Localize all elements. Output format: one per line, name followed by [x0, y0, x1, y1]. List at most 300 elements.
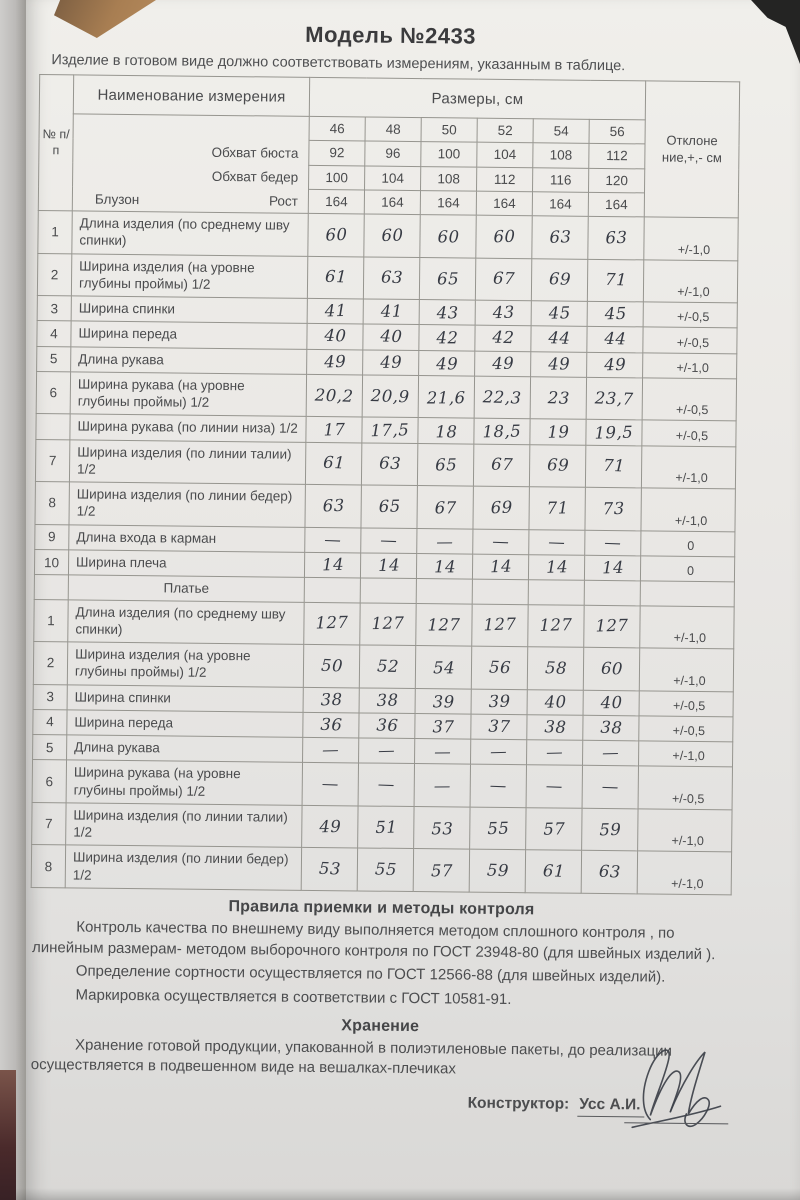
header-label-spacer	[74, 114, 309, 140]
measurement-name: Ширина рукава (на уровне глубины проймы) 1/2	[66, 760, 302, 805]
handwritten-value: 17	[322, 419, 346, 439]
measurement-value	[360, 553, 416, 579]
measurement-value	[585, 445, 641, 488]
deviation-value: 0	[641, 531, 735, 557]
measurement-name: Ширина спинки	[67, 684, 303, 712]
handwritten-value: 41	[380, 301, 403, 322]
row-number	[36, 414, 70, 440]
measurement-value	[308, 213, 364, 256]
measurement-value	[583, 690, 639, 716]
measurement-value	[528, 604, 584, 647]
measurement-value	[419, 257, 475, 300]
measurement-name: Длина рукава	[71, 346, 307, 374]
column-header-deviation: Отклоне ние,+,- см	[644, 81, 739, 218]
signature	[612, 1041, 733, 1134]
handwritten-value: 49	[491, 353, 514, 373]
measurement-value	[531, 301, 587, 327]
deviation-value: +/-1,0	[637, 851, 731, 895]
deviation-value: +/-0,5	[643, 327, 737, 353]
measurement-value	[306, 374, 362, 417]
measurement-value	[305, 485, 361, 528]
measurement-value	[584, 581, 640, 606]
handwritten-value: 49	[379, 352, 402, 372]
handwritten-value: 63	[604, 227, 628, 248]
measurement-value	[307, 324, 363, 350]
measurement-value	[587, 352, 643, 378]
measurement-value	[302, 763, 358, 806]
deviation-value	[640, 581, 734, 606]
handwritten-value: 60	[492, 226, 516, 246]
measurement-value	[357, 848, 413, 891]
measurement-value	[417, 486, 473, 529]
rules-paragraph: Определение сортности осуществляется по ГОСТ 12566-88 (для швейных изделий).	[75, 962, 666, 987]
measurement-value	[416, 603, 472, 646]
hips-value: 100	[309, 165, 365, 190]
hips-value: 120	[589, 168, 645, 193]
measurement-value	[582, 740, 638, 766]
measurement-value	[525, 850, 581, 893]
deviation-value: +/-0,5	[639, 690, 733, 716]
measurement-value	[359, 645, 415, 688]
section-label-dress: Платье	[68, 575, 304, 602]
header-measurement-labels	[72, 114, 309, 213]
measurement-value	[475, 325, 531, 351]
handwritten-value: 60	[600, 658, 623, 679]
measurement-value	[305, 527, 361, 553]
measurement-value	[530, 377, 586, 420]
storage-paragraph: Хранение готовой продукции, упакованной в полиэтиленовые пакеты, до реализации осуществляется в подвешенном виде на вешалках-плечиках	[30, 1036, 673, 1078]
measurement-value	[302, 805, 358, 848]
measurement-value	[531, 351, 587, 377]
measurement-value	[413, 849, 469, 892]
measurement-value	[581, 851, 637, 894]
handwritten-value: 71	[545, 498, 569, 518]
measurement-value	[359, 738, 415, 764]
measurement-value	[469, 850, 525, 893]
measurement-value	[415, 713, 471, 739]
rules-paragraph: Контроль качества по внешнему виду выполняется методом сплошного контроля , по линейным размерам- методом выборочного контроля по ГОСТ 23948-80 (для швейных изделий ).	[31, 918, 716, 963]
handwritten-value: —	[321, 773, 340, 794]
header-label-row	[73, 186, 308, 212]
height-value: 164	[476, 191, 532, 216]
handwritten-value: 58	[544, 657, 567, 678]
handwritten-value: —	[324, 529, 342, 550]
handwritten-value: —	[545, 776, 564, 796]
handwritten-value: 56	[488, 657, 511, 678]
measurement-value	[529, 529, 585, 555]
handwritten-value: —	[491, 531, 510, 552]
handwritten-value: 127	[595, 615, 629, 636]
height-value: 164	[420, 190, 476, 215]
measurement-value	[470, 764, 526, 807]
handwritten-value: 67	[434, 498, 457, 518]
handwritten-value: 42	[435, 328, 459, 348]
bust-value: 96	[365, 141, 421, 166]
row-number: 3	[33, 684, 67, 710]
measurement-value	[358, 763, 414, 806]
hips-value: 108	[421, 166, 477, 191]
handwritten-value: 14	[545, 557, 568, 577]
measurement-value	[301, 848, 357, 891]
size-column-header: 56	[589, 119, 645, 144]
handwritten-value: 14	[433, 557, 456, 577]
handwritten-value: —	[603, 532, 622, 553]
measurement-name: Ширина изделия (на уровне глубины проймы) 1/2	[67, 642, 303, 687]
handwritten-value: 127	[315, 613, 349, 633]
measurement-value	[583, 647, 639, 690]
designer-name: Усс А.И.	[577, 1096, 644, 1118]
handwritten-value: 44	[547, 328, 571, 349]
handwritten-value: 37	[487, 716, 511, 737]
measurement-value	[531, 326, 587, 352]
deviation-value: +/-1,0	[643, 259, 737, 303]
handwritten-value: 45	[548, 303, 571, 323]
handwritten-value: 69	[548, 269, 571, 290]
page-title: Модель №2433	[305, 21, 477, 49]
header-label-height: Рост	[268, 192, 298, 209]
measurement-name: Ширина изделия (по линии талии) 1/2	[66, 803, 302, 848]
measurement-value	[471, 739, 527, 765]
measurement-value	[420, 215, 476, 258]
row-number: 1	[38, 211, 72, 254]
row-number: 2	[37, 253, 71, 296]
handwritten-value: 17,5	[370, 419, 410, 440]
handwritten-value: 36	[319, 714, 343, 735]
handwritten-value: 61	[324, 267, 347, 287]
deviation-value: +/-0,5	[642, 378, 736, 422]
header-label-hips: Обхват бедер	[211, 168, 299, 185]
row-number: 8	[35, 482, 69, 525]
table-row	[32, 802, 732, 852]
measurement-value	[528, 580, 584, 605]
measurement-value	[587, 327, 643, 353]
measurement-name: Ширина рукава (на уровне глубины проймы) 1/2	[70, 372, 306, 417]
handwritten-value: 59	[598, 819, 622, 840]
measurement-value	[361, 485, 417, 528]
row-number: 1	[34, 599, 68, 642]
measurement-value	[358, 806, 414, 849]
deviation-value: +/-1,0	[640, 605, 734, 649]
height-value: 164	[588, 192, 644, 217]
handwritten-value: 67	[492, 268, 515, 289]
deviation-value: +/-1,0	[639, 648, 733, 692]
measurement-value	[304, 578, 360, 603]
handwritten-value: 71	[602, 456, 625, 476]
handwritten-value: 55	[374, 859, 397, 880]
measurement-value	[585, 487, 641, 530]
handwritten-value: —	[489, 741, 508, 762]
handwritten-value: 22,3	[482, 386, 523, 408]
measurement-value	[475, 258, 531, 301]
measurements-table	[31, 74, 741, 895]
measurement-value	[304, 552, 360, 578]
row-number: 10	[34, 550, 68, 576]
handwritten-value: 63	[378, 453, 401, 474]
section-label-blouson: Блузон	[94, 191, 140, 207]
measurement-value	[531, 258, 587, 301]
row-number: 4	[33, 709, 67, 735]
measurement-value	[419, 300, 475, 326]
handwritten-value: 60	[324, 224, 348, 245]
size-column-header: 50	[421, 118, 477, 143]
handwritten-value: 18	[434, 421, 458, 441]
rules-heading: Правила приемки и методы контроля	[228, 898, 535, 919]
handwritten-value: 52	[376, 656, 399, 676]
measurement-value	[307, 298, 363, 324]
handwritten-value: —	[433, 776, 451, 796]
measurement-value	[416, 554, 472, 580]
measurement-value	[532, 216, 588, 259]
handwritten-value: 41	[324, 301, 347, 321]
deviation-value: +/-1,0	[644, 217, 738, 261]
measurement-value	[303, 687, 359, 713]
measurement-value	[419, 350, 475, 376]
measurement-name: Ширина изделия (по линии бедер) 1/2	[69, 482, 305, 527]
handwritten-value: 40	[599, 692, 623, 713]
measurement-value	[472, 604, 528, 647]
measurement-name: Ширина переда	[71, 321, 307, 349]
measurement-value	[527, 715, 583, 741]
handwritten-value: 14	[489, 556, 512, 577]
handwritten-value: 65	[434, 455, 457, 475]
deviation-value: +/-1,0	[639, 741, 733, 767]
measurement-value	[415, 739, 471, 765]
measurement-value	[585, 530, 641, 556]
measurement-value	[527, 689, 583, 715]
handwritten-value: 127	[483, 614, 517, 635]
measurement-value	[472, 579, 528, 604]
row-number: 9	[35, 524, 69, 550]
measurement-value	[470, 807, 526, 850]
row-number: 4	[37, 321, 71, 347]
handwritten-value: 14	[377, 555, 400, 576]
measurement-value	[303, 644, 359, 687]
measurement-value	[417, 443, 473, 486]
measurement-value	[586, 377, 642, 420]
height-value: 164	[532, 191, 588, 216]
measurement-value	[587, 301, 643, 327]
measurement-value	[526, 765, 582, 808]
handwritten-value: 44	[603, 329, 627, 349]
handwritten-value: 60	[436, 227, 460, 247]
measurement-value	[416, 579, 472, 604]
row-number: 5	[37, 346, 71, 372]
handwritten-value: —	[601, 776, 620, 797]
storage-heading: Хранение	[341, 1016, 420, 1035]
measurement-value	[471, 646, 527, 689]
measurement-value	[586, 420, 642, 446]
measurement-value	[584, 555, 640, 581]
handwritten-value: 59	[486, 860, 509, 881]
measurement-name: Ширина рукава (по линии низа) 1/2	[70, 414, 306, 442]
measurement-value	[475, 351, 531, 377]
handwritten-value: 39	[432, 691, 455, 712]
row-number: 7	[32, 802, 66, 845]
table-header	[38, 75, 739, 218]
handwritten-value: 69	[546, 455, 569, 476]
handwritten-value: 57	[542, 818, 566, 839]
handwritten-value: 61	[542, 861, 565, 882]
measurement-value	[587, 259, 643, 302]
measurement-value	[303, 737, 359, 763]
measurement-value	[474, 419, 530, 445]
measurement-value	[584, 605, 640, 648]
column-header-name: Наименование измерения	[73, 75, 309, 116]
page-subtitle: Изделие в готовом виде должно соответствовать измерениям, указанным в таблице.	[51, 52, 626, 75]
handwritten-value: 67	[490, 454, 513, 475]
measurement-name: Ширина изделия (по линии бедер) 1/2	[65, 845, 301, 890]
measurement-value	[361, 443, 417, 486]
measurement-value	[529, 444, 585, 487]
measurement-value	[414, 764, 470, 807]
hips-value: 116	[533, 167, 589, 192]
column-header-sizes: Размеры, см	[309, 77, 645, 120]
measurement-value	[475, 300, 531, 326]
handwritten-value: 40	[543, 691, 567, 712]
row-number	[34, 575, 68, 600]
deviation-value: +/-0,5	[643, 302, 737, 328]
handwritten-value: 43	[492, 302, 515, 323]
handwritten-value: 127	[371, 613, 405, 634]
table-row	[35, 482, 735, 532]
handwritten-value: 38	[319, 689, 343, 710]
handwritten-value: —	[601, 743, 620, 763]
handwritten-value: 65	[377, 496, 401, 516]
measurement-value	[471, 714, 527, 740]
handwritten-value: 53	[430, 818, 453, 839]
bust-value: 108	[533, 143, 589, 168]
table-row	[36, 371, 736, 421]
measurement-value	[473, 529, 529, 555]
handwritten-value: 23,7	[594, 388, 635, 409]
measurement-name: Длина рукава	[67, 735, 303, 763]
photo-bottom-shadow	[16, 1188, 800, 1200]
deviation-value: 0	[640, 556, 734, 582]
row-number: 6	[36, 371, 70, 414]
measurement-value	[361, 528, 417, 554]
handwritten-value: 65	[436, 269, 459, 289]
measurement-value	[582, 766, 638, 809]
handwritten-value: 42	[491, 327, 515, 348]
handwritten-value: 63	[598, 861, 621, 882]
measurement-value	[418, 418, 474, 444]
measurement-value	[473, 486, 529, 529]
bust-value: 112	[589, 144, 645, 169]
measurement-value	[363, 324, 419, 350]
measurement-value	[415, 688, 471, 714]
measurement-value	[359, 713, 415, 739]
measurement-value	[363, 299, 419, 325]
bust-value: 100	[421, 142, 477, 167]
handwritten-value: 63	[548, 227, 572, 247]
measurement-name: Длина изделия (по среднему шву спинки)	[68, 599, 304, 644]
handwritten-value: —	[377, 740, 396, 761]
header-label-bust: Обхват бюста	[211, 144, 299, 161]
measurement-name: Длина входа в карман	[69, 525, 305, 553]
handwritten-value: 40	[323, 326, 347, 347]
handwritten-value: 127	[427, 615, 461, 635]
measurement-value	[418, 375, 474, 418]
table-row	[38, 211, 738, 261]
size-column-header: 52	[477, 118, 533, 143]
measurement-name: Ширина изделия (на уровне глубины проймы) 1/2	[71, 253, 307, 298]
table-row	[33, 642, 733, 692]
handwritten-value: 18,5	[482, 420, 522, 441]
measurements-table-body	[31, 211, 738, 895]
handwritten-value: 49	[323, 351, 346, 372]
table-row	[32, 760, 732, 810]
deviation-value: +/-1,0	[638, 809, 732, 853]
handwritten-value: —	[321, 740, 340, 760]
measurement-name: Ширина переда	[67, 710, 303, 738]
handwritten-value: 19,5	[594, 422, 634, 443]
measurement-value	[530, 419, 586, 445]
table-row	[37, 253, 737, 303]
handwritten-value: 73	[601, 498, 625, 519]
measurement-value	[360, 602, 416, 645]
handwritten-value: —	[377, 774, 396, 795]
handwritten-value: —	[489, 775, 508, 796]
row-number: 6	[32, 760, 66, 803]
measurement-value	[305, 442, 361, 485]
handwritten-value: —	[380, 530, 398, 550]
row-number: 5	[33, 735, 67, 761]
measurement-value	[307, 349, 363, 375]
measurement-value	[307, 256, 363, 299]
hips-value: 112	[477, 167, 533, 192]
handwritten-value: 50	[320, 655, 343, 676]
handwritten-value: 69	[489, 497, 513, 518]
measurement-value	[362, 417, 418, 443]
handwritten-value: 37	[431, 717, 454, 737]
measurement-value	[362, 375, 418, 418]
page-content	[26, 0, 744, 1118]
measurement-value	[363, 256, 419, 299]
handwritten-value: —	[436, 532, 454, 552]
measurement-name: Ширина плеча	[68, 550, 304, 578]
hips-value: 104	[365, 165, 421, 190]
bust-value: 92	[309, 141, 365, 166]
handwritten-value: 57	[430, 861, 453, 881]
photo-table-edge	[0, 1070, 16, 1200]
handwritten-value: 19	[546, 421, 570, 442]
handwritten-value: 38	[543, 717, 567, 737]
handwritten-value: 63	[321, 495, 345, 516]
rules-paragraph: Маркировка осуществляется в соответствии с ГОСТ 10581-91.	[75, 986, 512, 1009]
size-column-header: 48	[365, 117, 421, 142]
handwritten-value: 54	[432, 658, 455, 678]
deviation-value: +/-0,5	[638, 766, 732, 810]
handwritten-value: 40	[379, 326, 403, 347]
measurement-value	[417, 528, 473, 554]
measurement-value	[526, 740, 582, 766]
handwritten-value: —	[434, 742, 452, 762]
document-page	[26, 0, 800, 1200]
row-number: 7	[35, 439, 69, 482]
size-column-header: 54	[533, 119, 589, 144]
deviation-value: +/-1,0	[641, 446, 735, 490]
handwritten-value: 36	[375, 715, 399, 736]
height-value: 164	[364, 190, 420, 215]
handwritten-value: 49	[318, 816, 342, 837]
measurement-name: Ширина спинки	[71, 296, 307, 324]
deviation-value: +/-0,5	[639, 716, 733, 742]
measurement-value	[359, 688, 415, 714]
column-header-number: № п/п	[38, 75, 73, 211]
table-row	[34, 599, 734, 649]
handwritten-value: 127	[539, 615, 573, 636]
handwritten-value: 49	[435, 353, 458, 374]
